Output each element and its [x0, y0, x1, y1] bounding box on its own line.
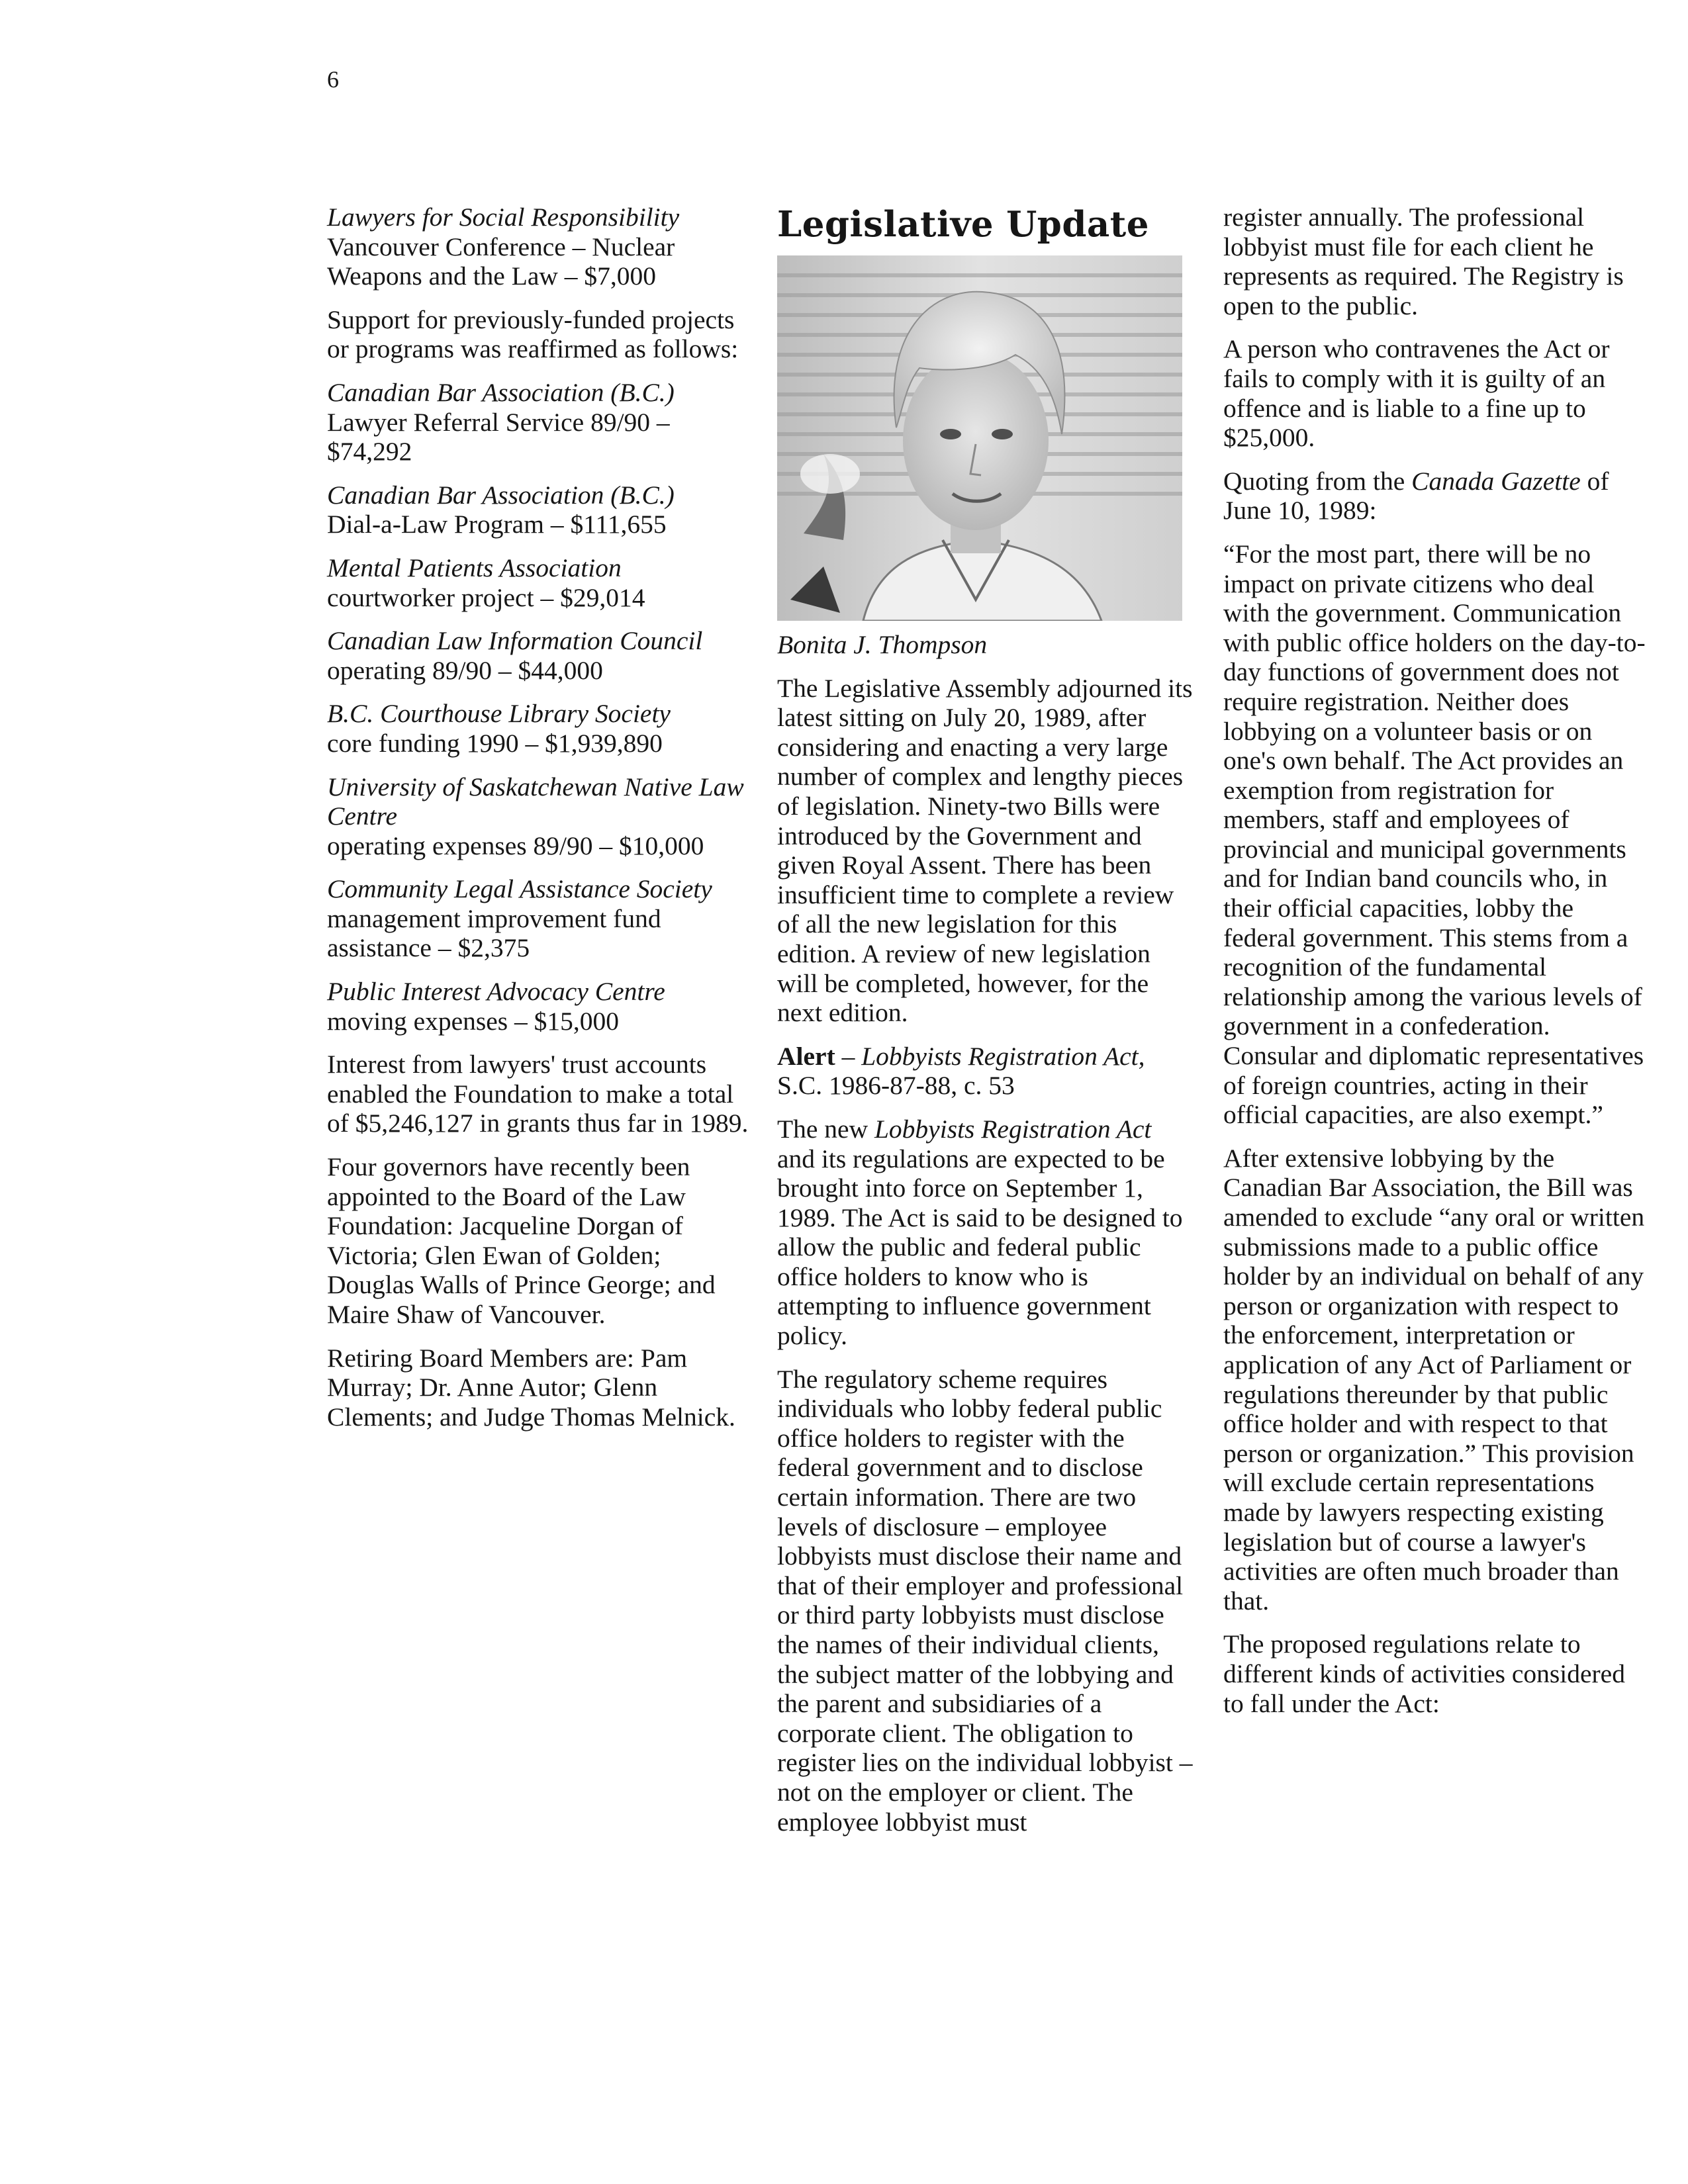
grant-entry: [327, 699, 751, 758]
paragraph: Retiring Board Members are: Pam Murray; Dr. Anne Autor; Glenn Clements; and Judge Thomas Melnick.: [327, 1343, 735, 1432]
paragraph: register annually. The professional lobbyist must file for each client he represents as required. The Registry is open to the public.: [1223, 203, 1624, 320]
section-heading: Legislative Update: [777, 204, 1149, 245]
grant-detail: Dial-a-Law Program – $111,655: [327, 510, 667, 539]
alert-dash: –: [835, 1041, 862, 1071]
grant-org: Canadian Bar Association (B.C.): [327, 480, 675, 510]
grant-detail: Vancouver Conference – Nuclear Weapons and the Law – $7,000: [327, 232, 675, 291]
paragraph: Support for previously-funded projects or programs was reaffirmed as follows:: [327, 304, 739, 364]
grant-entry: [327, 977, 751, 1036]
grant-entry: [327, 553, 751, 612]
grant-org: University of Saskatchewan Native Law Centre: [327, 772, 744, 831]
para-rest: of June 10, 1989:: [1223, 466, 1609, 525]
portrait-photo: [777, 255, 1182, 621]
grant-detail: Lawyer Referral Service 89/90 – $74,292: [327, 407, 670, 467]
paragraph: The Legislative Assembly adjourned its latest sitting on July 20, 1989, after considering and enacting a very large number of complex and lengthy pieces of legislation. Ninety-two Bills were introduced by the Government and given Royal Assent. There has been insufficient time to complete a review of all the new legislation for this edition. A review of new legislation will be completed, however, for the next edition.: [777, 673, 1193, 1028]
para-lead: Quoting from the: [1223, 466, 1412, 496]
alert-act: Lobbyists Registration Act,: [861, 1041, 1145, 1071]
grant-entry: [327, 874, 751, 963]
grant-org: Public Interest Advocacy Centre: [327, 977, 665, 1007]
alert-line: [777, 1042, 1194, 1071]
grant-detail: core funding 1990 – $1,939,890: [327, 728, 663, 758]
grant-org: Community Legal Assistance Society: [327, 874, 712, 904]
grant-entry: [327, 480, 751, 539]
photo-caption: Bonita J. Thompson: [777, 630, 988, 659]
paragraph: Interest from lawyers' trust accounts enabled the Foundation to make a total of $5,246,127 in grants thus far in 1989.: [327, 1050, 749, 1138]
grant-detail: management improvement fund assistance – $2,375: [327, 903, 661, 963]
act-title: Lobbyists Registration Act: [874, 1114, 1152, 1144]
para-lead: The new: [777, 1114, 874, 1144]
grant-detail: operating 89/90 – $44,000: [327, 655, 603, 685]
grant-org: Canadian Bar Association (B.C.): [327, 377, 675, 407]
grant-org: B.C. Courthouse Library Society: [327, 699, 671, 729]
grant-entry: [327, 626, 751, 685]
paragraph: [1223, 467, 1647, 525]
grant-entry: [327, 203, 751, 291]
paragraph: The regulatory scheme requires individuals who lobby federal public office holders to register with the federal government and to disclose certain information. There are two levels of disclosure – employee lobbyists must disclose their name and that of their employer and professional or third party lobbyists must disclose the names of their individual clients, the subject matter of the lobbying and the parent and subsidiaries of a corporate client. The obligation to register lies on the individual lobbyist – not on the employer or client. The employee lobbyist must: [777, 1364, 1193, 1837]
publication-title: Canada Gazette: [1411, 466, 1581, 496]
paragraph: A person who contravenes the Act or fails to comply with it is guilty of an offence and is liable to a fine up to $25,000.: [1223, 334, 1610, 453]
gazette-quote: “For the most part, there will be no impact on private citizens who deal with the government. Communication with public office holders on the day-to-day functions of government does not require registration. Neither does lobbying on a volunteer basis or on one's own behalf. The Act provides an exemption from registration for members, staff and employees of provincial and municipal governments and for Indian band councils who, in their official capacities, lobby the federal government. This stems from a recognition of the fundamental relationship among the various levels of government in a confederation. Consular and diplomatic representatives of foreign countries, acting in their official capacities, are also exempt.”: [1223, 539, 1646, 1130]
grant-org: Lawyers for Social Responsibility: [327, 203, 680, 232]
paragraph: [777, 1115, 1194, 1351]
page-number: 6: [327, 66, 339, 93]
legislative-update-continued-column: [1223, 203, 1647, 1732]
paragraph: The proposed regulations relate to different kinds of activities considered to fall under the Act:: [1223, 1629, 1625, 1718]
grant-entry: [327, 772, 751, 861]
grant-org: Canadian Law Information Council: [327, 626, 703, 656]
grant-detail: courtworker project – $29,014: [327, 582, 645, 612]
grant-entry: [327, 378, 751, 467]
portrait-illustration: [777, 255, 1182, 621]
paragraph: Four governors have recently been appointed to the Board of the Law Foundation: Jacqueline Dorgan of Victoria; Glen Ewan of Golden; Douglas Walls of Prince George; and Maire Shaw of Vancouver.: [327, 1152, 716, 1329]
paragraph: After extensive lobbying by the Canadian Bar Association, the Bill was amended to exclude “any oral or written submissions made to a public office holder by an individual on behalf of any person or organization with respect to the enforcement, interpretation or application of any Act of Parliament or regulations thereunder by that public office holder and with respect to that person or organization.” This provision will exclude certain representations made by lawyers respecting existing legislation but of course a lawyer's activities are often much broader than that.: [1223, 1143, 1645, 1615]
alert-citation: S.C. 1986-87-88, c. 53: [777, 1071, 1015, 1101]
grant-detail: moving expenses – $15,000: [327, 1006, 620, 1036]
grant-org: Mental Patients Association: [327, 553, 622, 582]
legislative-update-column: [777, 203, 1194, 1850]
grant-detail: operating expenses 89/90 – $10,000: [327, 831, 704, 860]
alert-label: Alert: [777, 1041, 835, 1071]
para-rest: and its regulations are expected to be brought into force on September 1, 1989. The Act is said to be designed to allow the public and federal public office holders to know who is attempting to influence government policy.: [777, 1144, 1183, 1351]
grants-column: [327, 203, 751, 1445]
